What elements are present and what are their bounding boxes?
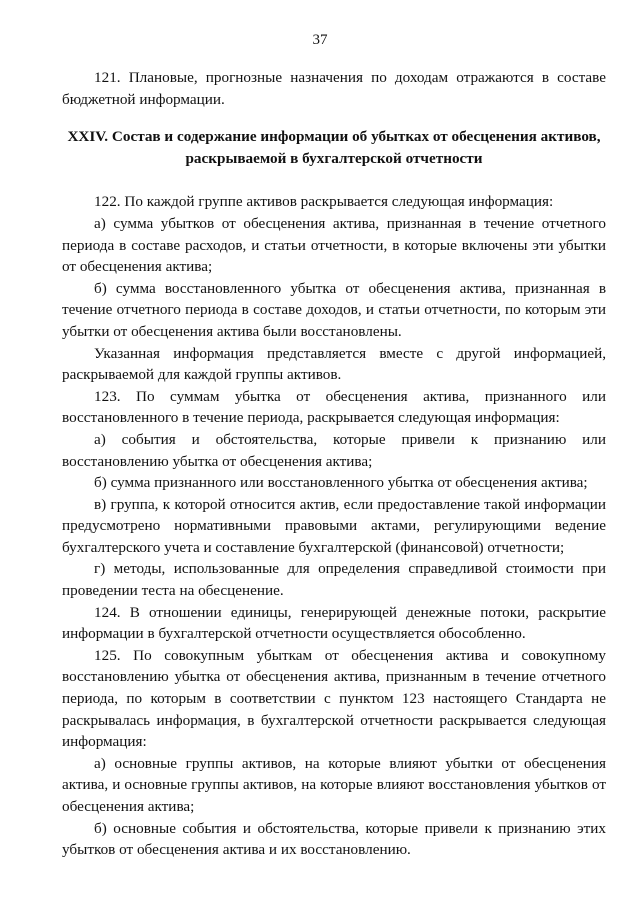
paragraph-122-note: Указанная информация представляется вместе с другой информацией, раскрываемой для каждой группы активов. <box>62 344 606 384</box>
paragraph-125-a: а) основные группы активов, на которые влияют убытки от обесценения актива, и основные группы активов, на которые влияют восстановления убытков от обесценения актива; <box>62 754 606 815</box>
paragraph-124: 124. В отношении единицы, генерирующей денежные потоки, раскрытие информации в бухгалтерской отчетности осуществляется обособленно. <box>62 603 606 643</box>
paragraph-122-b: б) сумма восстановленного убытка от обесценения актива, признанная в течение отчетного периода в составе доходов, и статьи отчетности, по которым эти убытки от обесценения актива были восстановлены. <box>62 279 606 340</box>
paragraph-121: 121. Плановые, прогнозные назначения по доходам отражаются в составе бюджетной информации. <box>62 69 606 108</box>
paragraph-123-a: а) события и обстоятельства, которые привели к признанию или восстановлению убытка от обесценения актива; <box>62 430 606 470</box>
paragraph-123: 123. По суммам убытка от обесценения актива, признанного или восстановленного в течение периода, раскрывается следующая информация: <box>62 387 606 427</box>
paragraph-125-b: б) основные события и обстоятельства, которые привели к признанию этих убытков от обесценения актива и их восстановлению. <box>62 819 606 859</box>
page-number: 37 <box>312 32 328 48</box>
paragraph-122-a: а) сумма убытков от обесценения актива, признанная в течение отчетного периода в составе расходов, и статьи отчетности, в которые включены эти убытки от обесценения актива; <box>62 214 606 276</box>
paragraph-123-b: б) сумма признанного или восстановленного убытка от обесценения актива; <box>94 474 588 492</box>
paragraph-125: 125. По совокупным убыткам от обесценения актива и совокупному восстановлению убытка от обесценения актива, признанным в течение отчетного периода, по которым в соответствии с пунктом 123 настоящего Стандарта не раскрывалась информация, в бухгалтерской отчетности раскрывается следующая информация: <box>62 646 606 751</box>
section-heading: XXIV. Состав и содержание информации об убытках от обесценения активов, раскрываемой в бухгалтерской отчетности <box>67 128 601 167</box>
paragraph-123-d: г) методы, использованные для определения справедливой стоимости при проведении теста на обесценение. <box>62 560 606 600</box>
paragraph-122: 122. По каждой группе активов раскрывается следующая информация: <box>94 193 554 211</box>
paragraph-123-c: в) группа, к которой относится актив, если предоставление такой информации предусмотрено нормативными правовыми актами, регулирующими ведение бухгалтерского учета и составление бухгалтерской (финансовой) отчетности; <box>62 495 606 556</box>
